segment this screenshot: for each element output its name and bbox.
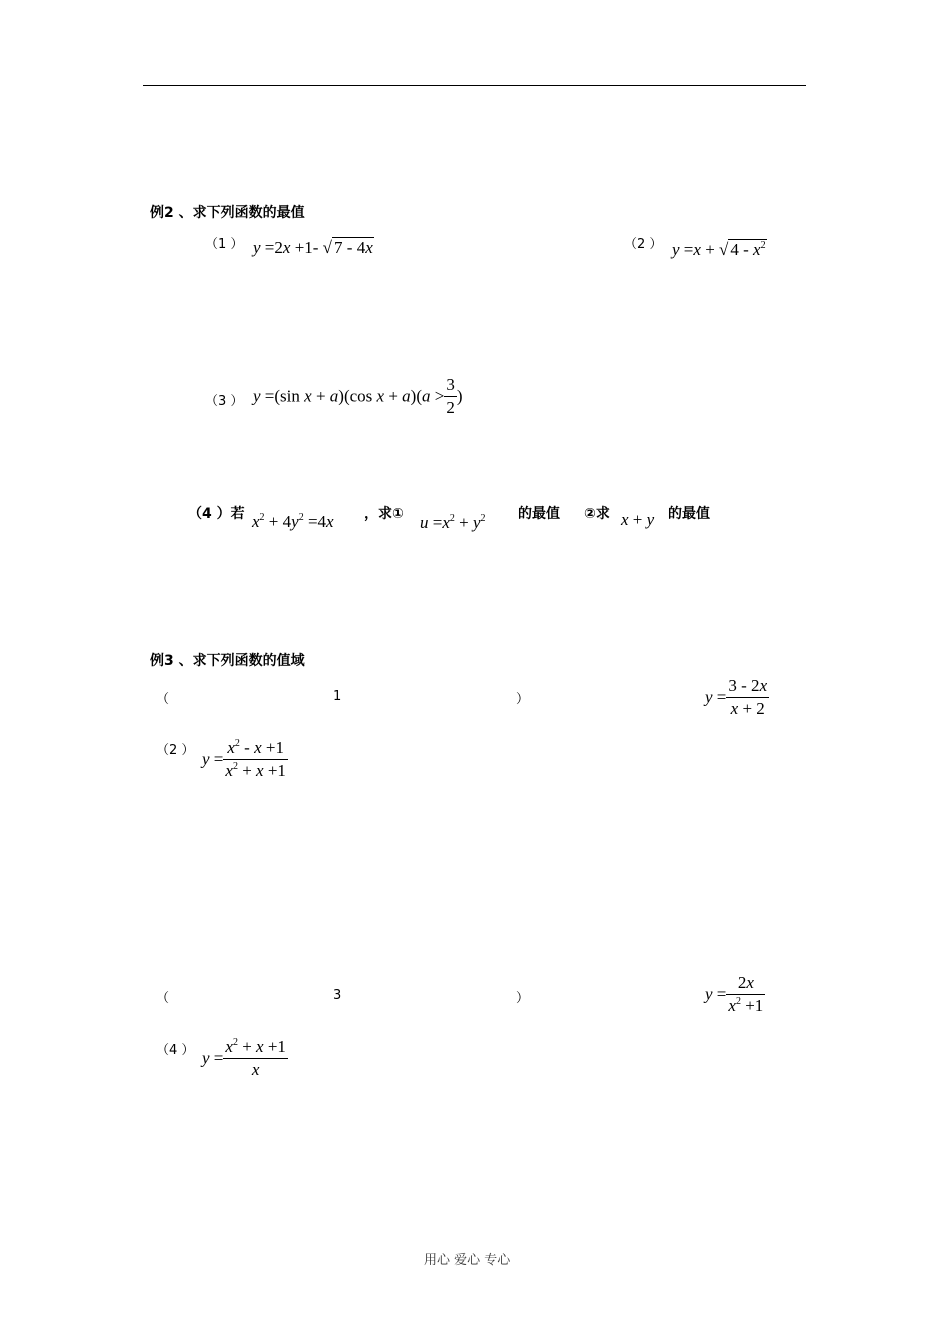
ex2-problem-4-sum: x + y xyxy=(621,510,655,529)
ex2-problem-1-formula: y =2x +1- √ 7 - 4x xyxy=(253,238,373,257)
ex3-problem-4-formula: y = $\frac{x^2 + x +1}{x}$ xyxy=(202,1037,286,1079)
ex2-problem-3-formula: y =(sin x + a)(cos x + a)(a > $\frac{3}{2}$ ) xyxy=(253,375,463,417)
ex2-problem-4-label: （4 ）若 xyxy=(188,506,245,522)
ex2-problem-4-text-2: 的最值 xyxy=(518,506,560,522)
example-2-title: 例2 、求下列函数的最值 xyxy=(150,205,305,221)
ex2-problem-4-text-1: ，求① xyxy=(364,506,404,522)
ex2-problem-2-formula: y =x + √ $4 - x^2$ xyxy=(672,240,766,259)
ex2-problem-1-label: （1 ） xyxy=(205,237,244,252)
ex2-problem-4-u: $u =x^2 + y^2$ xyxy=(420,513,486,532)
ex3-problem-2-label: （2 ） xyxy=(156,743,195,758)
header-rule xyxy=(143,85,806,86)
ex3-problem-2-formula: y = $\frac{x^2 - x +1}{x^2 + x +1}$ xyxy=(202,738,286,780)
ex3-problem-3-open: （ xyxy=(156,991,170,1006)
ex3-problem-1-number: 1 xyxy=(333,689,342,704)
page-footer: 用心 爱心 专心 xyxy=(424,1253,511,1268)
ex3-problem-3-close: ） xyxy=(516,991,530,1006)
ex2-problem-4-text-3: ②求 xyxy=(584,506,610,522)
ex2-problem-4-equation: $x^2 + 4y^2 =4x$ xyxy=(252,512,334,531)
ex3-problem-1-formula: y = $\frac{3 - 2x}{x + 2}$ xyxy=(705,676,768,718)
ex3-problem-1-open: （ xyxy=(156,692,170,707)
ex2-problem-2-label: （2 ） xyxy=(624,237,663,252)
ex3-problem-1-close: ） xyxy=(516,692,530,707)
ex3-problem-3-number: 3 xyxy=(333,988,342,1003)
example-3-title: 例3 、求下列函数的值域 xyxy=(150,653,305,669)
ex2-problem-4-text-4: 的最值 xyxy=(668,506,710,522)
ex2-problem-3-label: （3 ） xyxy=(205,394,244,409)
ex3-problem-3-formula: y = $\frac{2x}{x^2 +1}$ xyxy=(705,973,764,1015)
ex3-problem-4-label: （4 ） xyxy=(156,1043,195,1058)
